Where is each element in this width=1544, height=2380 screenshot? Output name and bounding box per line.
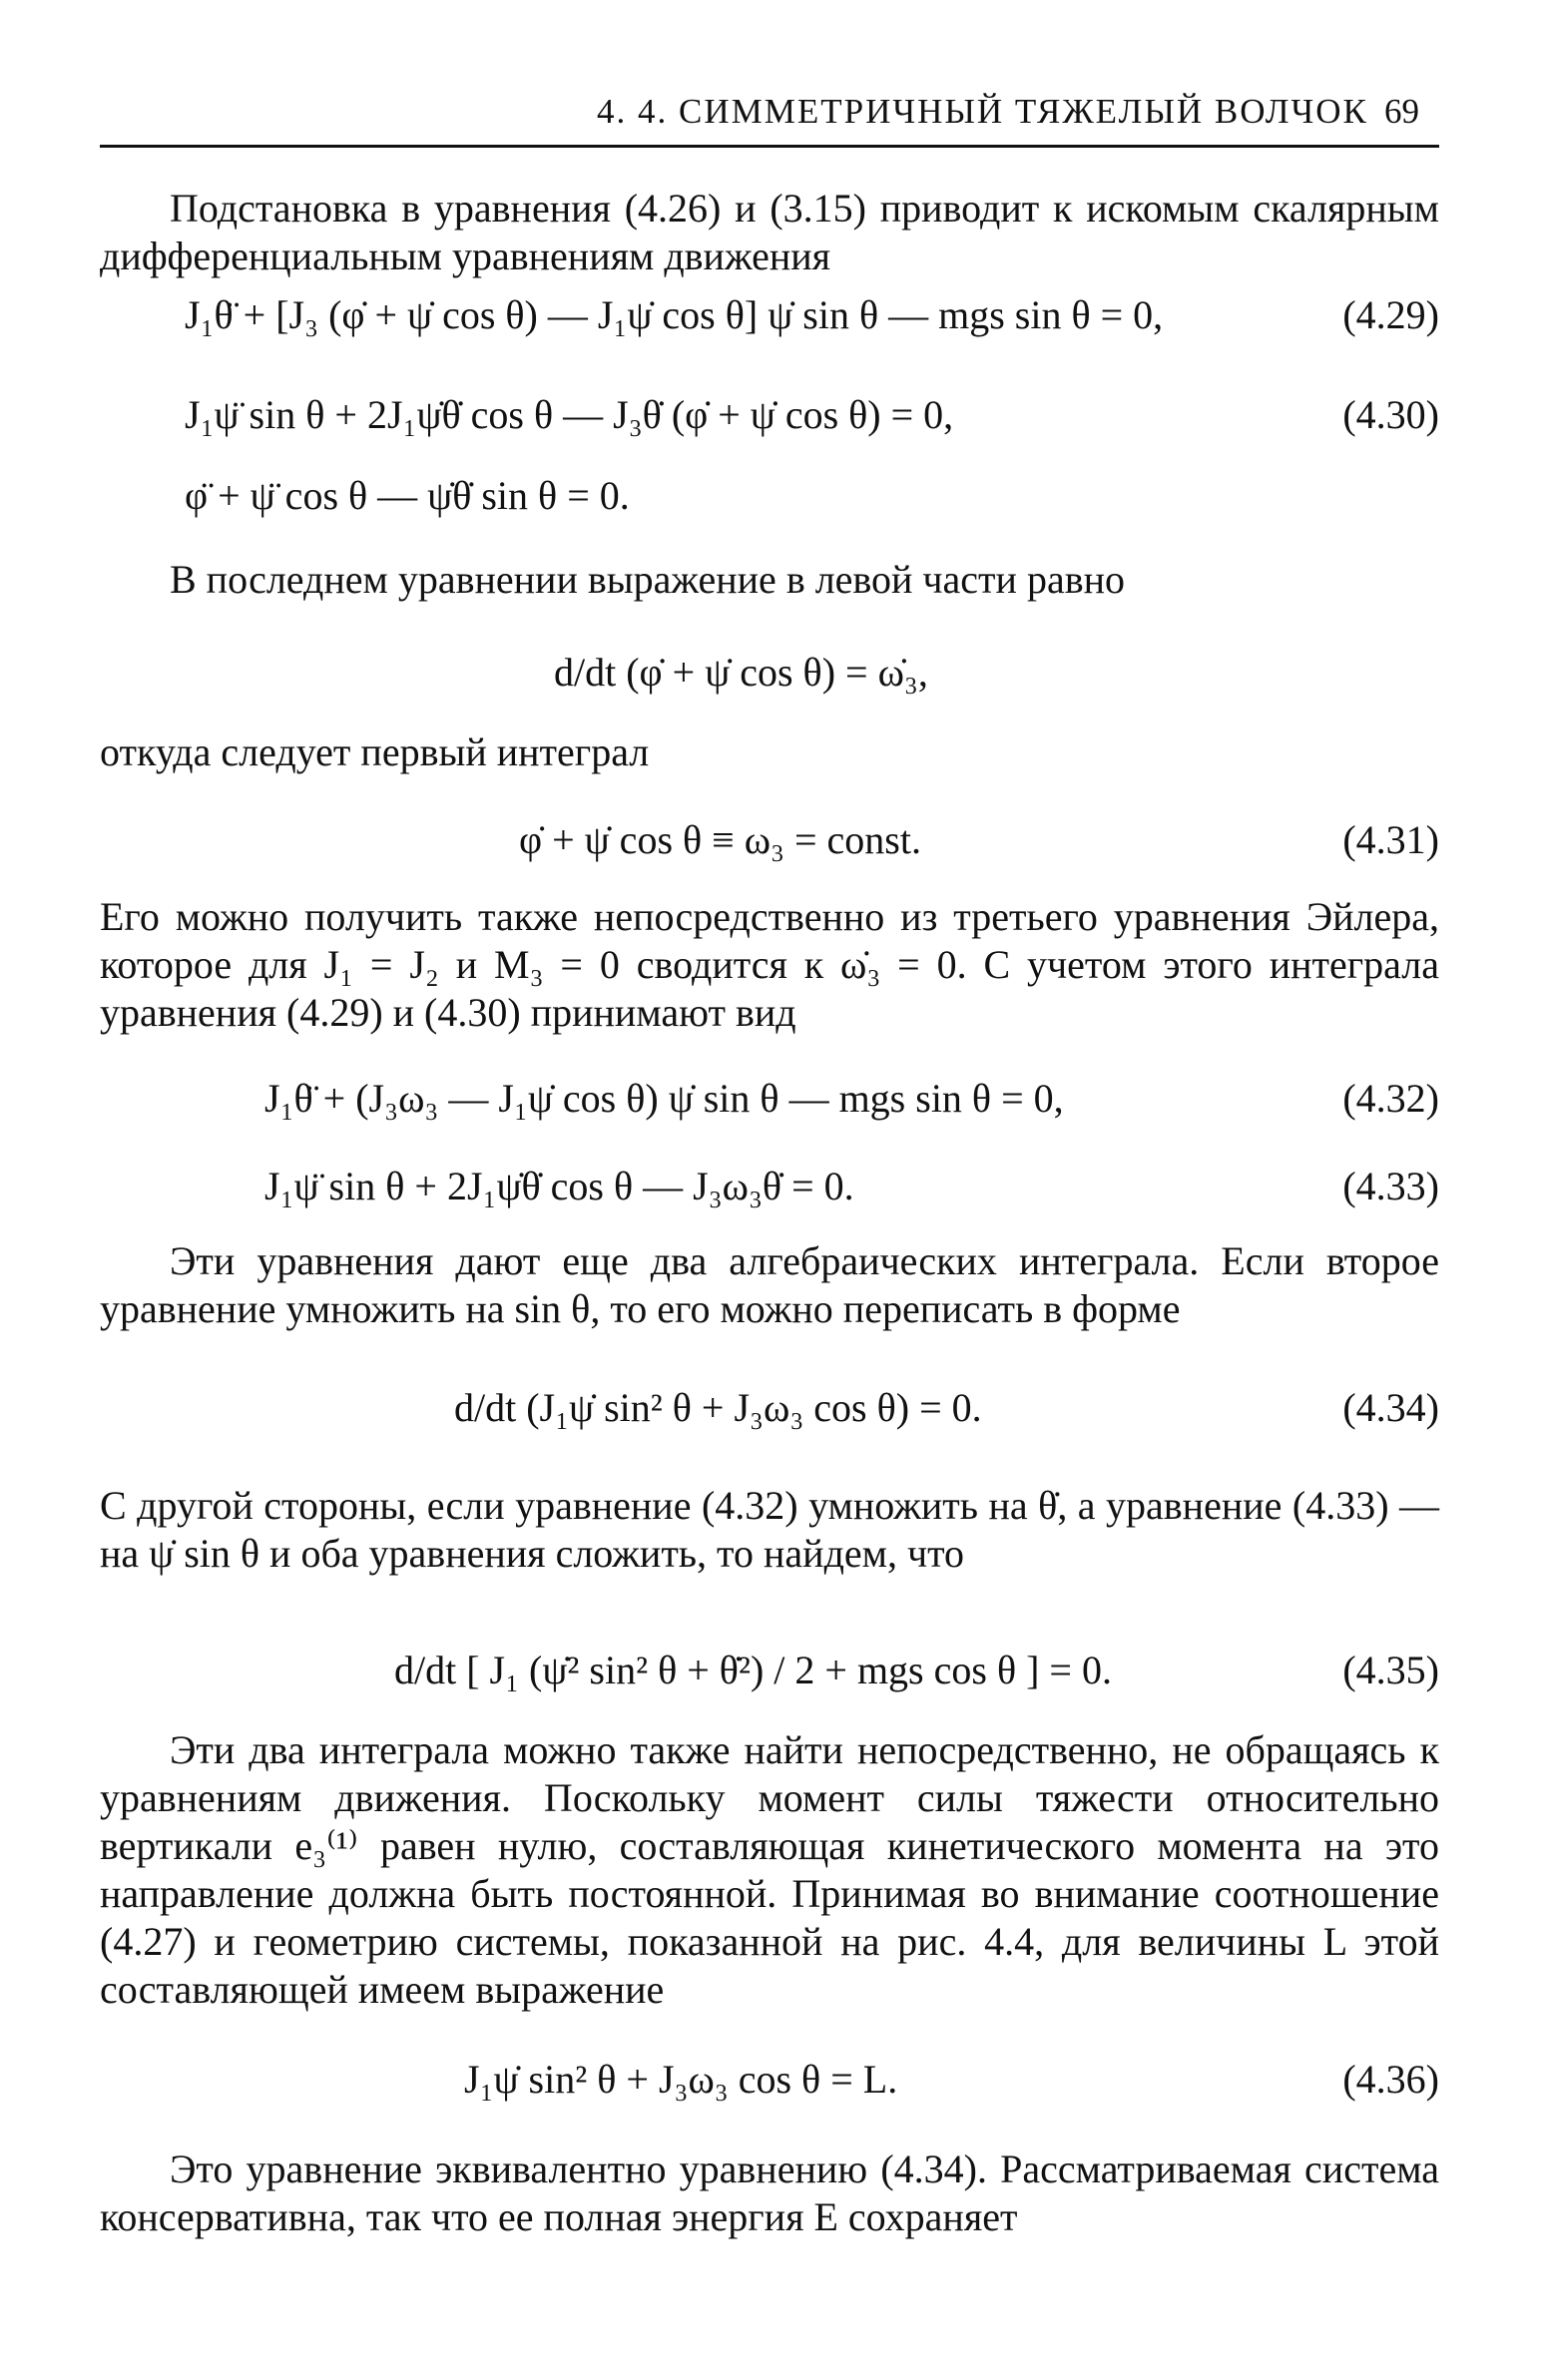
paragraph-1: Подстановка в уравнения (4.26) и (3.15) приводит к искомым скалярным дифференциальным уравнениям движения — [100, 186, 1439, 278]
paragraph-5: Эти уравнения дают еще два алгебраических интеграла. Если второе уравнение умножить на sin θ, то его можно переписать в форме — [100, 1238, 1439, 1331]
running-title: 4. 4. СИММЕТРИЧНЫЙ ТЯЖЕЛЫЙ ВОЛЧОК — [597, 92, 1368, 131]
paragraph-8: Это уравнение эквивалентно уравнению (4.34). Рассматриваемая система консервативна, так что ее полная энергия E сохраняет — [100, 2146, 1439, 2239]
equation-number-4-30: (4.30) — [1342, 392, 1439, 437]
paragraph-4: Его можно получить также непосредственно из третьего уравнения Эйлера, которое для J₁ = J₂ и M₃ = 0 сводится к ω̇₃ = 0. С учетом этого интеграла уравнения (4.29) и (4.30) принимают вид — [100, 894, 1439, 1035]
page-number: 69 — [1384, 92, 1419, 131]
equation-4-36: J₁ψ̇ sin² θ + J₃ω₃ cos θ = L. — [464, 2057, 898, 2102]
equation-d-dt-omega: d/dt (φ̇ + ψ̇ cos θ) = ω̇₃, — [554, 650, 928, 695]
equation-number-4-33: (4.33) — [1342, 1164, 1439, 1208]
equation-4-31: φ̇ + ψ̇ cos θ ≡ ω₃ = const. — [519, 817, 921, 862]
paragraph-3: откуда следует первый интеграл — [100, 729, 650, 774]
equation-third: φ̈ + ψ̈ cos θ — ψ̇θ̇ sin θ = 0. — [185, 473, 630, 518]
equation-4-33: J₁ψ̈ sin θ + 2J₁ψ̇θ̇ cos θ — J₃ω₃θ̇ = 0. — [264, 1164, 854, 1208]
equation-number-4-36: (4.36) — [1342, 2057, 1439, 2102]
paragraph-7: Эти два интеграла можно также найти непосредственно, не обращаясь к уравнениям движения. Поскольку момент силы тяжести относительно вертикали e₃⁽¹⁾ равен нулю, составляющая кинетического момента на это направление должна быть постоянной. Принимая во внимание соотношение (4.27) и геометрию системы, показанной на рис. 4.4, для величины L этой составляющей имеем выражение — [100, 1727, 1439, 2012]
equation-number-4-29: (4.29) — [1342, 292, 1439, 337]
equation-4-30: J₁ψ̈ sin θ + 2J₁ψ̇θ̇ cos θ — J₃θ̇ (φ̇ + ψ̇ cos θ) = 0, — [185, 392, 954, 437]
paragraph-2: В последнем уравнении выражение в левой части равно — [170, 557, 1125, 602]
equation-4-34: d/dt (J₁ψ̇ sin² θ + J₃ω₃ cos θ) = 0. — [454, 1385, 982, 1430]
equation-number-4-32: (4.32) — [1342, 1076, 1439, 1121]
equation-number-4-34: (4.34) — [1342, 1385, 1439, 1430]
page-header — [100, 92, 1439, 142]
equation-4-32: J₁θ̈ + (J₃ω₃ — J₁ψ̇ cos θ) ψ̇ sin θ — mgs sin θ = 0, — [264, 1076, 1064, 1121]
equation-4-35: d/dt [ J₁ (ψ̇² sin² θ + θ̇²) / 2 + mgs cos θ ] = 0. — [394, 1648, 1112, 1692]
header-rule — [100, 145, 1439, 148]
equation-number-4-31: (4.31) — [1342, 817, 1439, 862]
paragraph-6: С другой стороны, если уравнение (4.32) умножить на θ̇, а уравнение (4.33) — на ψ̇ sin θ и оба уравнения сложить, то найдем, что — [100, 1483, 1439, 1576]
equation-4-29: J₁θ̈ + [J₃ (φ̇ + ψ̇ cos θ) — J₁ψ̇ cos θ] ψ̇ sin θ — mgs sin θ = 0, — [185, 292, 1164, 337]
equation-number-4-35: (4.35) — [1342, 1648, 1439, 1692]
